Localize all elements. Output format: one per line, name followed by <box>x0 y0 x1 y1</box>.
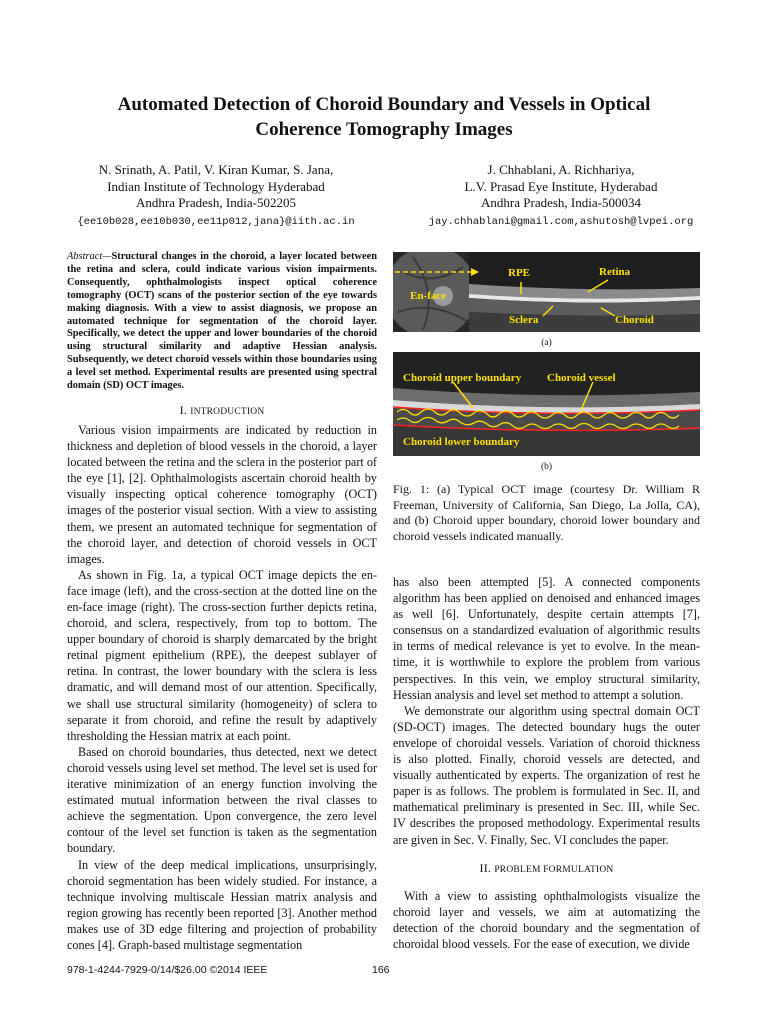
author-location-left: Andhra Pradesh, India-502205 <box>136 195 296 210</box>
title-line-1: Automated Detection of Choroid Boundary and Vessels in Optical <box>117 94 651 115</box>
label-sclera: Sclera <box>509 314 539 326</box>
authors-right <box>390 162 732 230</box>
right-paragraph-1: has also been attempted [5]. A connected components algorithm has been applied on denoised and enhanced images as well [6]. Unfortunately, despite certain attempts [7], consensus on a standardized evaluation of algorithmic results in terms of medical relevance is yet to evolve. In the mean-time, it is worthwhile to explore the problem from various perspectives. In this vein, we employ structural similarity, Hessian analysis and level set method to attempt a solution. <box>393 575 700 702</box>
section-heading-2 <box>393 860 700 878</box>
figure-1b-label: (b) <box>540 462 553 472</box>
label-retina: Retina <box>599 266 631 278</box>
left-column <box>67 251 377 953</box>
authors-left <box>40 162 392 230</box>
introduction-body <box>67 422 377 953</box>
label-choroid: Choroid <box>615 314 654 326</box>
problem-formulation-paragraph: With a view to assisting ophthalmologists visualize the choroid layer and vessels, we aim at automatizing the detection of the choroid boundary and the segmentation of choroidal blood vessels. For the ease of execution, we divide <box>393 888 700 951</box>
right-column <box>393 574 700 952</box>
label-choroid-vessel: Choroid vessel <box>547 372 616 384</box>
figure-1b-oct-image <box>393 352 700 456</box>
author-email-right: jay.chhablani@gmail.com,ashutosh@lvpei.org <box>428 215 694 228</box>
author-names-right: J. Chhablani, A. Richhariya, <box>487 162 635 177</box>
author-affiliation-left: Indian Institute of Technology Hyderabad <box>107 178 325 194</box>
figure-1a-label: (a) <box>541 338 552 348</box>
intro-paragraph-4: In view of the deep medical implications, unsurprisingly, choroid segmentation has been widely studied. For instance, a technique involving multiscale Hessian matrix analysis and region growing has recently been reported [3]. Another method makes use of 3D edge filtering and projection of probability cones [4]. Graph-based multistage segmentation <box>67 857 377 952</box>
label-choroid-lower-boundary: Choroid lower boundary <box>403 436 520 448</box>
paper-title <box>40 92 728 142</box>
label-en-face: En-face <box>410 290 447 302</box>
abstract-label: Abstract— <box>67 251 112 262</box>
section-number-1: I. <box>179 402 188 417</box>
figure-1a-oct-image <box>393 252 700 332</box>
footer-copyright: 978-1-4244-7929-0/14/$26.00 ©2014 IEEE <box>67 964 268 976</box>
section-title-1: INTRODUCTION <box>190 406 265 417</box>
intro-paragraph-2: As shown in Fig. 1a, a typical OCT image depicts the en-face image (left), and the cross-section at the dotted line on the en-face image (right). The cross-section further depicts retina, choroid, and sclera, respectively, from top to bottom. The upper boundary of choroid is sharply demarcated by the bright retinal pigment epithelium (RPE), the deepest sublayer of retina. In contrast, the lower boundary with the sclera is less dramatic, and will demand most of our attention. Specifically, we shall use structural similarity (homogeneity) of sclera to separate it from choroid, and refine the result by adaptively thresholding the Hessian matrix at each point. <box>67 567 377 743</box>
intro-paragraph-3: Based on choroid boundaries, thus detected, next we detect choroid vessels using level set method. The level set is used for iterative minimization of an energy function involving the estimated mutual information between the rival classes to achieve the segmentation. Upon convergence, the zero level contour of the level set function is taken as the segmentation boundary. <box>67 744 377 856</box>
section-number-2: II. <box>479 860 492 875</box>
figure-1-caption: Fig. 1: (a) Typical OCT image (courtesy Dr. William R Freeman, University of California, San Diego, La Jolla, CA), and (b) Choroid upper boundary, choroid lower boundary and choroid vessels indicated manually. <box>393 482 700 543</box>
title-line-2: Coherence Tomography Images <box>255 119 513 140</box>
label-rpe: RPE <box>508 267 530 279</box>
abstract <box>67 251 377 393</box>
intro-paragraph-1: Various vision impairments are indicated by reduction in thickness and depletion of blood vessels in the choroid, a layer located between the retina and the sclera in the posterior part of the eye [1], [2]. Ophthalmologists ascertain choroid health by visually inspecting optical coherence tomography (OCT) images of the posterior visual section. With a view to assisting them, we present an automated technique for segmentation of the choroid layer, and detection of choroid vessels in OCT images. <box>67 422 377 566</box>
section-title-2: PROBLEM FORMULATION <box>494 864 614 875</box>
right-paragraph-2: We demonstrate our algorithm using spectral domain OCT (SD-OCT) images. The detected boundary hugs the outer envelope of choroidal vessels. Variation of choroid thickness is also plotted. Finally, choroid vessels are detected, and visually authenticated by experts. The organization of rest he paper is as follows. The problem is formulated in Sec. II, and mathematical preliminary is presented in Sec. III, while Sec. IV describes the proposed methodology. Experimental results are given in Sec. V. Finally, Sec. VI concludes the paper. <box>393 703 700 847</box>
author-email-left: {ee10b028,ee10b030,ee11p012,jana}@iith.ac.in <box>77 215 355 228</box>
page-number: 166 <box>372 964 390 976</box>
author-names-left: N. Srinath, A. Patil, V. Kiran Kumar, S. Jana, <box>98 162 334 177</box>
abstract-text: Structural changes in the choroid, a layer located between the retina and sclera, could indicate various vision impairments. Consequently, ophthalmologists inspect optical coherence tomography (OCT) scans of the posterior section of the eye towards making diagnosis. With a view to assist diagnosis, we propose an automated technique for segmentation of the choroid layer. Specifically, we detect the upper and lower boundaries of the choroid using structural similarity and adaptive Hessian analysis. Subsequently, we detect choroid vessels within those boundaries using a level set method. Experimental results are presented using spectral domain (SD) OCT images. <box>67 251 377 392</box>
author-location-right: Andhra Pradesh, India-500034 <box>481 195 641 210</box>
author-affiliation-right: L.V. Prasad Eye Institute, Hyderabad <box>464 178 658 194</box>
label-choroid-upper-boundary: Choroid upper boundary <box>403 372 522 384</box>
section-heading-1 <box>67 403 377 418</box>
